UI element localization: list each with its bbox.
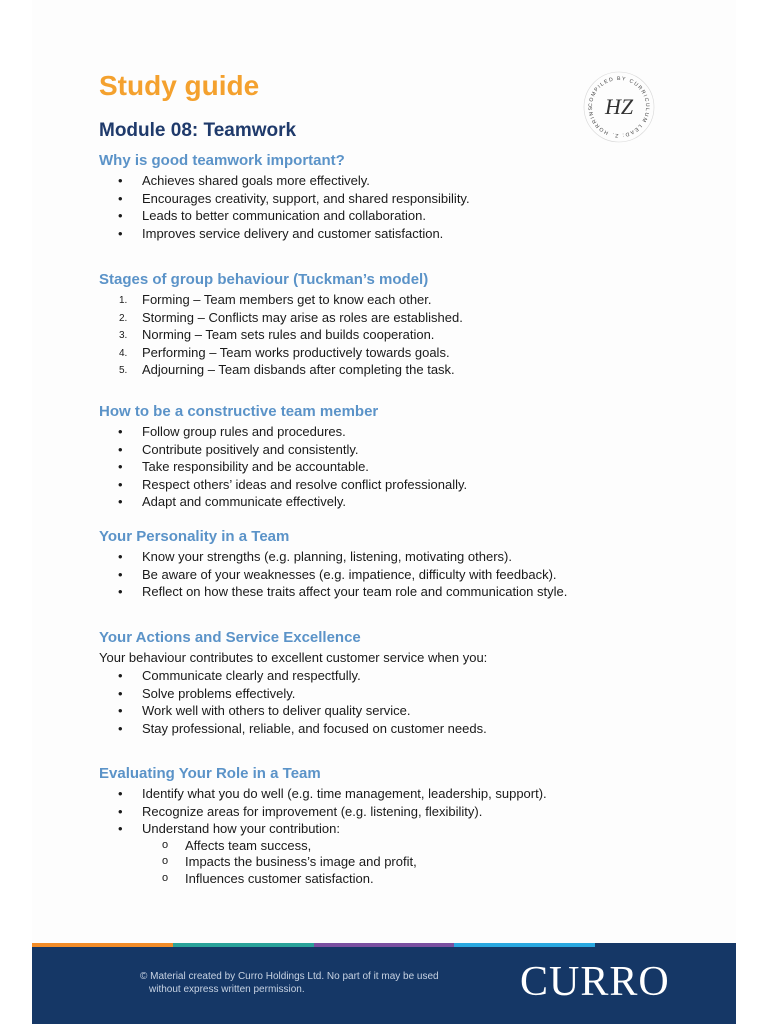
bullet-list [99, 667, 699, 737]
list-item: • Adapt and communicate effectively. [99, 493, 699, 511]
section-teamwork-importance [99, 151, 699, 242]
stripe-segment [32, 943, 173, 947]
list-item: 3. Norming – Team sets rules and builds cooperation. [119, 327, 435, 343]
list-item: 5. Adjourning – Team disbands after completing the task. [119, 362, 455, 378]
section-heading: Why is good teamwork important? [99, 152, 345, 169]
module-title: Module 08: Teamwork [99, 120, 297, 141]
section-evaluating-role [99, 764, 699, 887]
stripe-segment [173, 943, 314, 947]
list-item: • Reflect on how these traits affect your team role and communication style. [99, 583, 699, 601]
list-item: • Follow group rules and procedures. [99, 423, 699, 441]
stripe-segment [595, 943, 736, 947]
color-stripe [32, 943, 736, 947]
list-item: • Communicate clearly and respectfully. [99, 667, 699, 685]
curriculum-seal-logo [582, 70, 656, 144]
list-item: • Contribute positively and consistently. [99, 441, 699, 459]
list-item: • Respect others’ ideas and resolve conflict professionally. [99, 476, 699, 494]
curro-logo: CURRO [520, 959, 670, 1005]
bullet-list [99, 785, 699, 838]
section-heading: How to be a constructive team member [99, 403, 379, 420]
section-constructive-member [99, 402, 699, 511]
list-item: • Encourages creativity, support, and shared responsibility. [99, 190, 699, 208]
section-heading: Stages of group behaviour (Tuckman’s model) [99, 271, 429, 288]
list-item: • Solve problems effectively. [99, 685, 699, 703]
page-title: Study guide [99, 70, 260, 101]
section-personality [99, 527, 699, 601]
sub-list-item: o Impacts the business’s image and profit, [99, 854, 699, 871]
footer-banner [32, 943, 736, 1024]
section-heading: Evaluating Your Role in a Team [99, 765, 321, 782]
section-service-excellence [99, 628, 699, 737]
bullet-list [99, 423, 699, 511]
list-item: • Understand how your contribution: [99, 820, 699, 838]
sub-bullet-list [99, 838, 699, 888]
section-tuckman-stages [99, 270, 699, 379]
svg-text:COMPILED BY CURRICULUM LEAD: Z: COMPILED BY CURRICULUM LEAD: Z. HORRINS [587, 75, 651, 139]
stripe-segment [454, 943, 595, 947]
list-item: • Work well with others to deliver quality service. [99, 702, 699, 720]
list-item: • Stay professional, reliable, and focused on customer needs. [99, 720, 699, 738]
list-item: 2. Storming – Conflicts may arise as roles are established. [119, 309, 463, 325]
section-intro: Your behaviour contributes to excellent customer service when you: [99, 650, 488, 665]
copyright-notice: © Material created by Curro Holdings Ltd. No part of it may be used without express written permission. [140, 971, 439, 995]
section-heading: Your Actions and Service Excellence [99, 629, 361, 646]
stripe-segment [314, 943, 455, 947]
list-item: • Recognize areas for improvement (e.g. listening, flexibility). [99, 803, 699, 821]
svg-text:HZ: HZ [604, 94, 634, 119]
list-item: • Know your strengths (e.g. planning, listening, motivating others). [99, 548, 699, 566]
bullet-list [99, 172, 699, 242]
list-item: • Take responsibility and be accountable. [99, 458, 699, 476]
list-item: • Achieves shared goals more effectively. [99, 172, 699, 190]
numbered-list [99, 291, 699, 379]
sub-list-item: o Affects team success, [99, 838, 699, 855]
list-item: • Identify what you do well (e.g. time management, leadership, support). [99, 785, 699, 803]
list-item: • Be aware of your weaknesses (e.g. impatience, difficulty with feedback). [99, 566, 699, 584]
list-item: 1. Forming – Team members get to know each other. [119, 292, 432, 307]
list-item: • Improves service delivery and customer satisfaction. [99, 225, 699, 243]
list-item: 4. Performing – Team works productively towards goals. [119, 344, 450, 360]
list-item: • Leads to better communication and collaboration. [99, 207, 699, 225]
sub-list-item: o Influences customer satisfaction. [99, 871, 699, 888]
section-heading: Your Personality in a Team [99, 528, 290, 545]
bullet-list [99, 548, 699, 601]
